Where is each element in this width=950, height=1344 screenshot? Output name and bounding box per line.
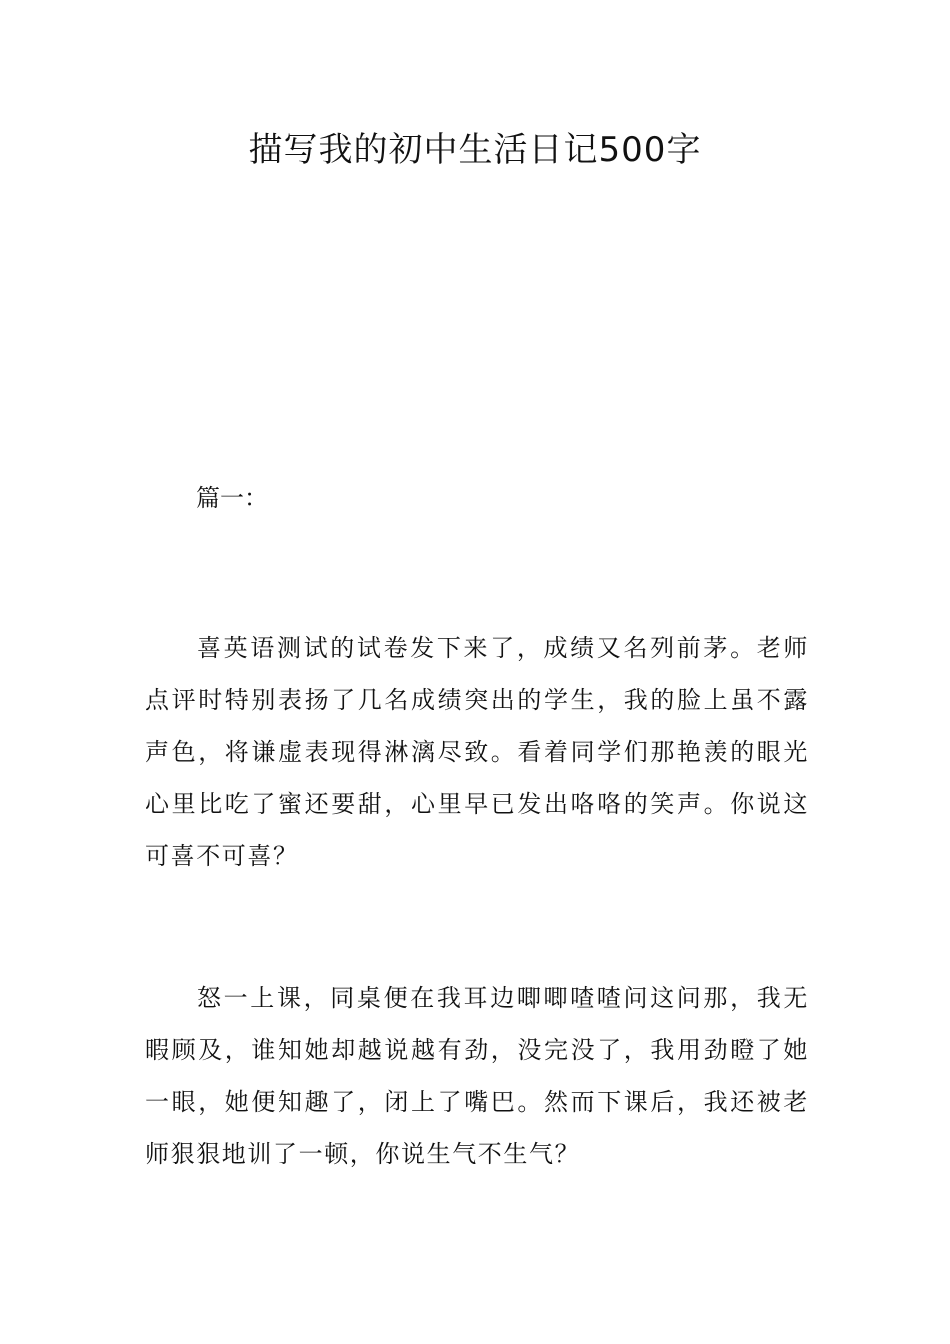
document-title: 描写我的初中生活日记500字 bbox=[248, 130, 702, 170]
paragraph-anger: 怒一上课，同桌便在我耳边唧唧喳喳问这问那，我无暇顾及，谁知她却越说越有劲，没完没了，我用劲瞪了她一眼，她便知趣了，闭上了嘴巴。然而下课后，我还被老师狠狠地训了一顿，你说生气不生气？ bbox=[145, 984, 809, 1168]
paragraph-joy: 喜英语测试的试卷发下来了，成绩又名列前茅。老师点评时特别表扬了几名成绩突出的学生，我的脸上虽不露声色，将谦虚表现得淋漓尽致。看着同学们那艳羡的眼光心里比吃了蜜还要甜，心里早已发出咯咯的笑声。你说这可喜不可喜？ bbox=[145, 634, 809, 870]
section-label: 篇一： bbox=[196, 484, 268, 512]
